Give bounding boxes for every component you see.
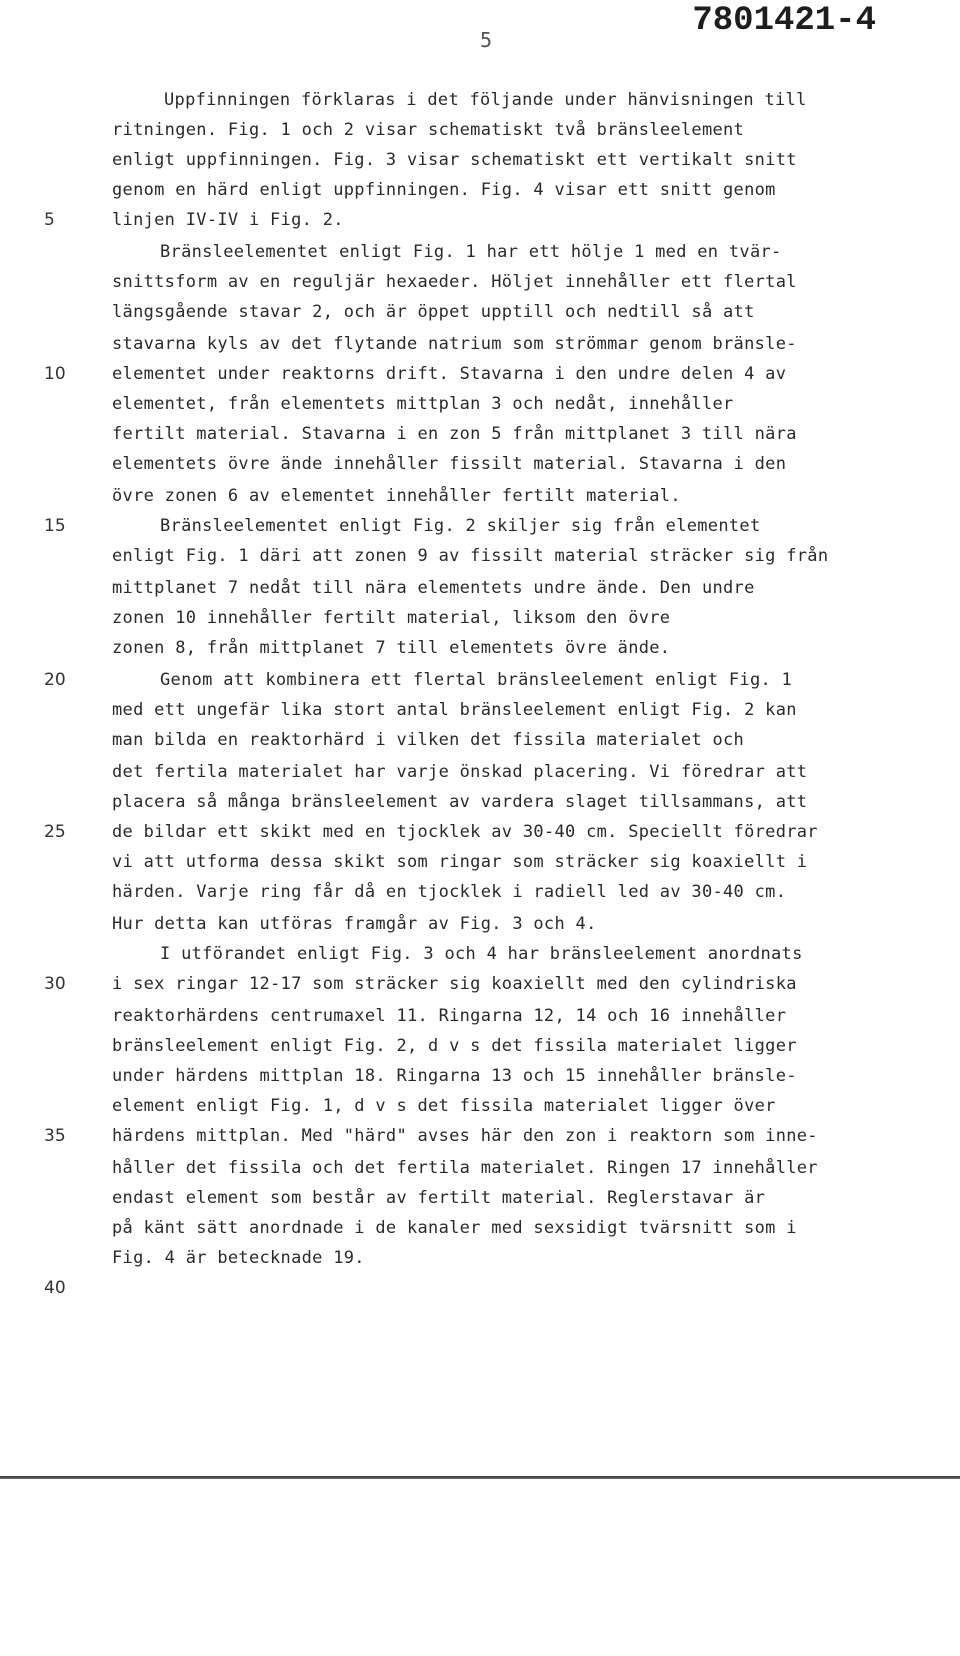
text-line [0, 908, 960, 940]
text-line [0, 938, 960, 970]
text-line [0, 204, 960, 236]
text-line-content: ritningen. Fig. 1 och 2 visar schematiskt två bränsleelement [112, 120, 745, 140]
text-line-content: stavarna kyls av det flytande natrium som strömmar genom bränsle- [112, 334, 797, 354]
text-line-content: mittplanet 7 nedåt till nära elementets undre ände. Den undre [112, 578, 755, 598]
text-line-content: längsgående stavar 2, och är öppet upptill och nedtill så att [112, 302, 755, 322]
text-line-content: man bilda en reaktorhärd i vilken det fissila materialet och [112, 730, 745, 750]
text-line [0, 572, 960, 604]
text-line-content: reaktorhärdens centrumaxel 11. Ringarna 12, 14 och 16 innehåller [112, 1006, 787, 1026]
text-line [0, 664, 960, 696]
text-line [0, 266, 960, 298]
text-line-content: med ett ungefär lika stort antal bränsleelement enligt Fig. 2 kan [112, 700, 797, 720]
text-line [0, 1152, 960, 1184]
text-line-content: fertilt material. Stavarna i en zon 5 från mittplanet 3 till nära [112, 424, 797, 444]
text-line-content: det fertila materialet har varje önskad placering. Vi föredrar att [112, 762, 808, 782]
text-line [0, 236, 960, 268]
text-line [0, 84, 960, 116]
line-number: 25 [44, 822, 66, 842]
text-line [0, 786, 960, 818]
text-line [0, 480, 960, 512]
text-line-content: elementet under reaktorns drift. Stavarna i den undre delen 4 av [112, 364, 787, 384]
text-line [0, 174, 960, 206]
text-line [0, 114, 960, 146]
text-line-content: Hur detta kan utföras framgår av Fig. 3 och 4. [112, 914, 597, 934]
line-number: 40 [44, 1278, 66, 1298]
line-number: 35 [44, 1126, 66, 1146]
text-line [0, 694, 960, 726]
text-line [0, 1242, 960, 1274]
text-line [0, 756, 960, 788]
text-line [0, 418, 960, 450]
text-line [0, 602, 960, 634]
text-line-content: placera så många bränsleelement av vardera slaget tillsammans, att [112, 792, 808, 812]
bottom-rule [0, 1476, 960, 1479]
document-number: 7801421-4 [692, 2, 876, 40]
text-line-content: elementet, från elementets mittplan 3 och nedåt, innehåller [112, 394, 734, 414]
text-line-content: Bränsleelementet enligt Fig. 2 skiljer sig från elementet [160, 516, 761, 536]
text-line-content: bränsleelement enligt Fig. 2, d v s det fissila materialet ligger [112, 1036, 797, 1056]
text-line [0, 1090, 960, 1122]
text-line [0, 1182, 960, 1214]
text-line [0, 510, 960, 542]
text-line-content: Bränsleelementet enligt Fig. 1 har ett hölje 1 med en tvär- [160, 242, 782, 262]
line-number: 15 [44, 516, 66, 536]
page-number: 5 [480, 28, 493, 52]
text-line [0, 876, 960, 908]
text-line [0, 1030, 960, 1062]
line-number-row [0, 1272, 960, 1304]
text-line [0, 296, 960, 328]
text-line-content: endast element som består av fertilt material. Reglerstavar är [112, 1188, 766, 1208]
text-line [0, 388, 960, 420]
line-number: 30 [44, 974, 66, 994]
text-line-content: Fig. 4 är betecknade 19. [112, 1248, 365, 1268]
text-line-content: härden. Varje ring får då en tjocklek i radiell led av 30-40 cm. [112, 882, 787, 902]
text-line-content: enligt uppfinningen. Fig. 3 visar schematiskt ett vertikalt snitt [112, 150, 797, 170]
text-line-content: övre zonen 6 av elementet innehåller fertilt material. [112, 486, 681, 506]
text-line-content: elementets övre ände innehåller fissilt material. Stavarna i den [112, 454, 787, 474]
text-line-content: I utförandet enligt Fig. 3 och 4 har bränsleelement anordnats [160, 944, 803, 964]
text-line [0, 1212, 960, 1244]
text-line-content: Uppfinningen förklaras i det följande under hänvisningen till [164, 90, 807, 110]
text-line [0, 358, 960, 390]
text-line [0, 846, 960, 878]
text-line [0, 1060, 960, 1092]
text-line [0, 968, 960, 1000]
text-line [0, 1120, 960, 1152]
text-line-content: Genom att kombinera ett flertal bränsleelement enligt Fig. 1 [160, 670, 793, 690]
text-line-content: snittsform av en reguljär hexaeder. Höljet innehåller ett flertal [112, 272, 797, 292]
text-line-content: genom en härd enligt uppfinningen. Fig. 4 visar ett snitt genom [112, 180, 776, 200]
text-line-content: linjen IV-IV i Fig. 2. [112, 210, 344, 230]
text-line-content: i sex ringar 12-17 som sträcker sig koaxiellt med den cylindriska [112, 974, 797, 994]
text-line-content: under härdens mittplan 18. Ringarna 13 och 15 innehåller bränsle- [112, 1066, 797, 1086]
text-line-content: element enligt Fig. 1, d v s det fissila materialet ligger över [112, 1096, 776, 1116]
text-line [0, 540, 960, 572]
text-line [0, 448, 960, 480]
text-line [0, 724, 960, 756]
text-line-content: på känt sätt anordnade i de kanaler med sexsidigt tvärsnitt som i [112, 1218, 797, 1238]
text-line-content: håller det fissila och det fertila materialet. Ringen 17 innehåller [112, 1158, 818, 1178]
text-line-content: zonen 10 innehåller fertilt material, liksom den övre [112, 608, 671, 628]
line-number: 10 [44, 364, 66, 384]
text-line-content: enligt Fig. 1 däri att zonen 9 av fissilt material sträcker sig från [112, 546, 829, 566]
text-line [0, 1000, 960, 1032]
text-line [0, 144, 960, 176]
text-line-content: vi att utforma dessa skikt som ringar som sträcker sig koaxiellt i [112, 852, 808, 872]
text-line [0, 632, 960, 664]
line-number: 5 [44, 210, 55, 230]
text-line [0, 328, 960, 360]
line-number: 20 [44, 670, 66, 690]
text-line-content: härdens mittplan. Med "härd" avses här den zon i reaktorn som inne- [112, 1126, 818, 1146]
text-line-content: de bildar ett skikt med en tjocklek av 30-40 cm. Speciellt föredrar [112, 822, 818, 842]
text-line-content: zonen 8, från mittplanet 7 till elementets övre ände. [112, 638, 671, 658]
text-line [0, 816, 960, 848]
